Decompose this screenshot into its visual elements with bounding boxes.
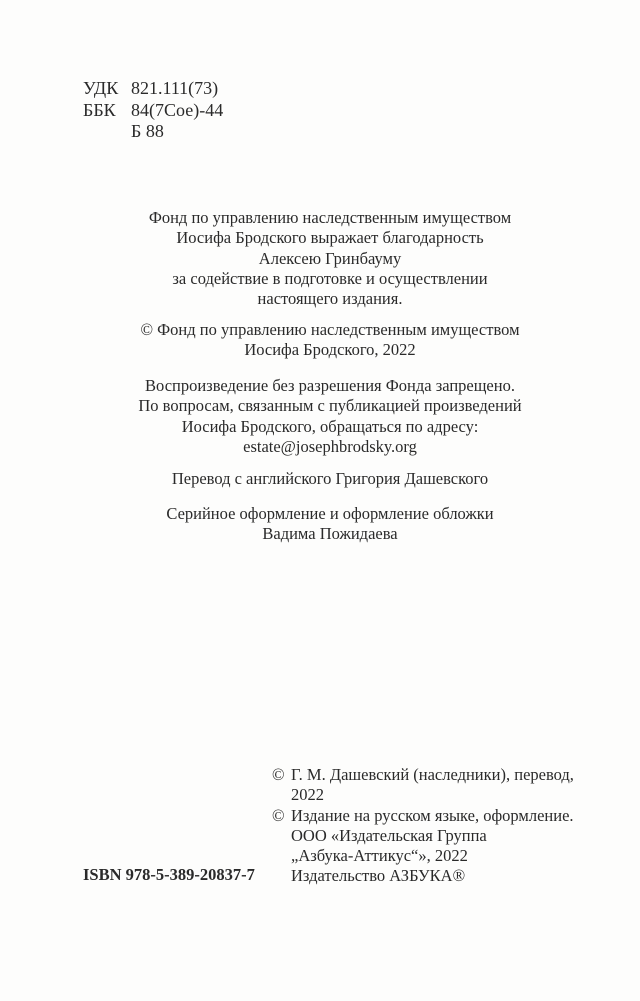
- copyright-icon: ©: [272, 765, 285, 784]
- translation-credit: [0, 469, 640, 489]
- text-line: 2022: [291, 785, 324, 805]
- code-value: 84(7Сое)-44: [131, 99, 224, 120]
- text-line: ООО «Издательская Группа: [291, 825, 487, 845]
- text-line: Алексею Гринбауму: [258, 248, 402, 268]
- text-line: Воспроизведение без разрешения Фонда запрещено.: [145, 376, 515, 395]
- design-credit: [0, 504, 640, 545]
- copyright-translation: [272, 765, 592, 806]
- text-line: Иосифа Бродского, 2022: [244, 340, 416, 360]
- code-label: [83, 121, 131, 143]
- copyright-icon: ©: [272, 805, 285, 825]
- text-line: Перевод с английского Григория Дашевского: [171, 469, 489, 488]
- text-line: Серийное оформление и оформление обложки: [166, 504, 494, 523]
- text-line: Иосифа Бродского, обращаться по адресу:: [181, 416, 479, 436]
- text-line: за содействие в подготовке и осуществлении: [172, 268, 488, 288]
- acknowledgement: [0, 208, 640, 309]
- text-line: Вадима Пожидаева: [262, 524, 398, 544]
- copyright-edition: [272, 806, 592, 887]
- text-line: настоящего издания.: [257, 289, 403, 309]
- code-value: Б 88: [131, 121, 164, 141]
- text-line: Издание на русском языке, оформление.: [291, 805, 574, 825]
- isbn: ISBN 978-5-389-20837-7: [83, 865, 255, 884]
- text-line: По вопросам, связанным с публикацией произведений: [138, 396, 522, 416]
- text-line: „Азбука-Аттикус“», 2022: [291, 846, 468, 866]
- author-mark-row: [83, 121, 223, 143]
- text-line: Издательство АЗБУКА®: [291, 866, 466, 886]
- code-label: УДК: [83, 78, 119, 98]
- text-line: Иосифа Бродского выражает благодарность: [176, 228, 484, 248]
- foundation-copyright: [0, 320, 640, 361]
- classification-codes: [83, 78, 223, 143]
- code-value: 821.111(73): [131, 78, 219, 98]
- text-line: Г. М. Дашевский (наследники), перевод,: [291, 765, 574, 784]
- reproduction-notice: [0, 376, 640, 457]
- code-label: ББК: [83, 99, 116, 120]
- email-address: estate@josephbrodsky.org: [243, 436, 417, 456]
- text-line: Фонд по управлению наследственным имуществом: [148, 208, 512, 227]
- copyright-notices: [272, 765, 592, 887]
- udk-row: [83, 78, 223, 100]
- bbk-row: [83, 100, 223, 122]
- text-line: © Фонд по управлению наследственным имуществом: [140, 320, 520, 339]
